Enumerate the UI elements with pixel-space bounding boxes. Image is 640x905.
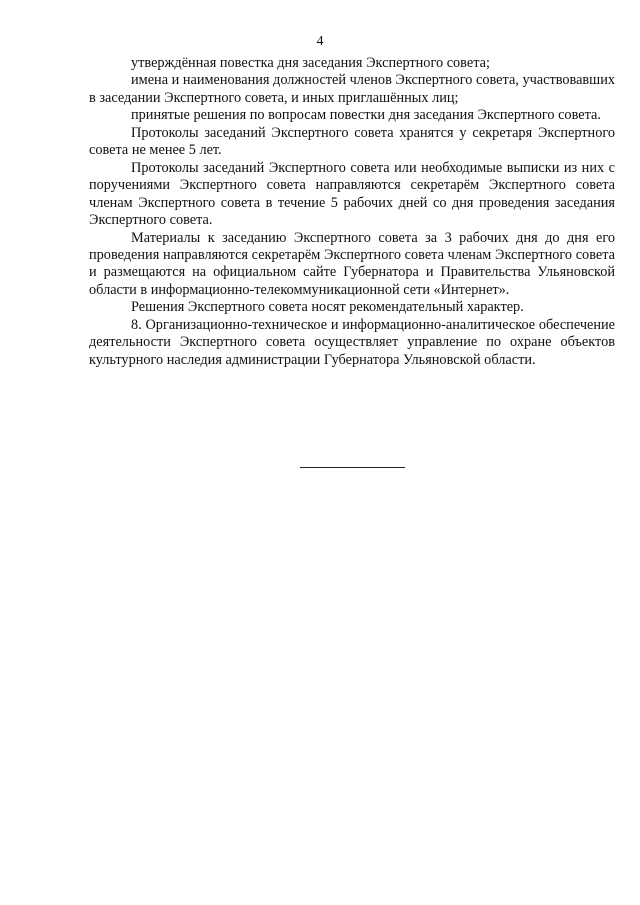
end-divider: [300, 467, 405, 468]
paragraph-protocol-storage: Протоколы заседаний Экспертного совета хранятся у секретаря Экспертного совета не менее 5 лет.: [89, 124, 615, 159]
page-number: 4: [316, 34, 324, 49]
paragraph-agenda-item: утверждённая повестка дня заседания Экспертного совета;: [131, 55, 490, 71]
document-body: [89, 55, 615, 369]
paragraph-protocol-distribution: Протоколы заседаний Экспертного совета или необходимые выписки из них с поручениями Экспертного совета направляются секретарём Экспертного совета членам Экспертного совета в течение 5 рабочих дней со дня проведения заседания Экспертного совета.: [89, 159, 615, 229]
paragraph-materials: Материалы к заседанию Экспертного совета за 3 рабочих дня до дня его проведения направляются секретарём Экспертного совета членам Экспертного совета и размещаются на официальном сайте Губернатора и Правительства Ульяновской области в информационно-телекоммуникационной сети «Интернет».: [89, 229, 615, 298]
paragraph-decisions-advisory: Решения Экспертного совета носят рекомендательный характер.: [131, 299, 524, 316]
paragraph-decisions-item: принятые решения по вопросам повестки дня заседания Экспертного совета.: [131, 107, 601, 124]
paragraph-members-item: имена и наименования должностей членов Экспертного совета, участвовавших в заседании Экспертного совета, и иных приглашённых лиц;: [89, 72, 615, 106]
paragraph-section-8: 8. Организационно-техническое и информационно-аналитическое обеспечение деятельности Экспертного совета осуществляет управление по охране объектов культурного наследия администрации Губернатора Ульяновской области.: [89, 316, 615, 368]
